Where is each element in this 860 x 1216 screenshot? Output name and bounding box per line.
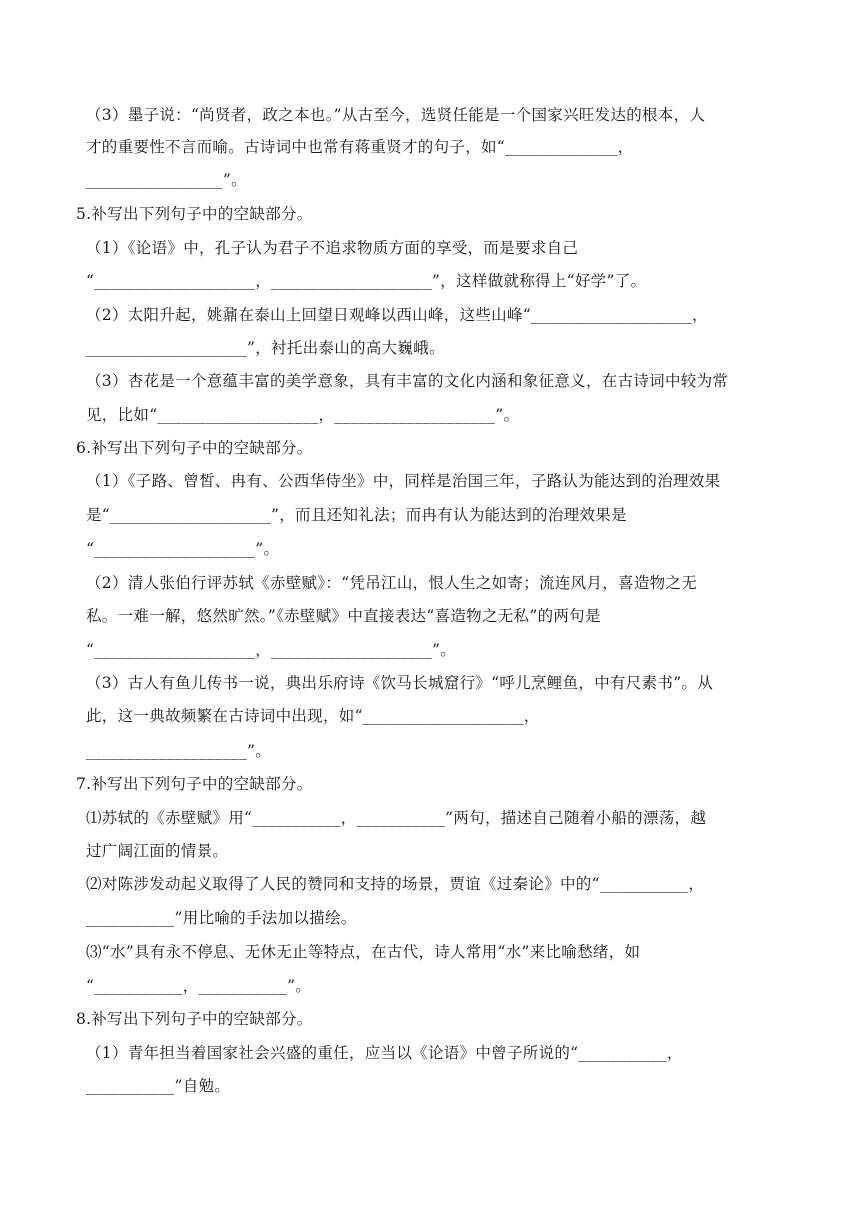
text-line: “____________________，____________________”。 — [86, 641, 457, 659]
text-line: （2）太阳升起，姚鼐在泰山上回望日观峰以西山峰，这些山峰“____________________， — [86, 306, 708, 324]
text-line: （1）青年担当着国家社会兴盛的重任，应当以《论语》中曾子所说的“___________， — [86, 1044, 683, 1062]
text-line: ⑶“水”具有永不停息、无休无止等特点，在古代，诗人常用“水”来比喻愁绪，如 — [86, 943, 641, 961]
text-line: ____________________”，衬托出泰山的高大巍峨。 — [86, 339, 445, 357]
text-line: 此，这一典故频繁在古诗词中出现，如“____________________， — [86, 707, 540, 725]
text-line: ___________”自勉。 — [86, 1077, 231, 1095]
text-line: （3）墨子说：“尚贤者，政之本也。”从古至今，选贤任能是一个国家兴旺发达的根本，人 — [86, 106, 706, 124]
text-line: ⑴苏轼的《赤壁赋》用“___________，___________”两句，描述自己随着小船的漂荡，越 — [86, 809, 707, 827]
text-line: 过广阔江面的情景。 — [86, 842, 229, 860]
question-heading: 5.补写出下列句子中的空缺部分。 — [76, 205, 313, 223]
text-line: 才的重要性不言而喻。古诗词中也常有蒋重贤才的句子，如“______________， — [86, 138, 634, 156]
text-line: 见，比如“____________________，____________________”。 — [86, 406, 520, 424]
text-line: “___________，___________”。 — [86, 977, 312, 995]
text-line: _________________”。 — [86, 171, 247, 189]
text-line: ___________”用比喻的手法加以描绘。 — [86, 909, 357, 927]
text-line: “____________________，____________________”，这样做就称得上“好学”了。 — [86, 272, 647, 290]
question-heading: 6.补写出下列句子中的空缺部分。 — [76, 439, 313, 457]
text-line: （2）清人张伯行评苏轼《赤壁赋》：“凭吊江山，恨人生之如寄；流连风月，喜造物之无 — [86, 574, 698, 592]
text-line: （3）杏花是一个意蕴丰富的美学意象，具有丰富的文化内涵和象征意义，在古诗词中较为常 — [86, 372, 729, 390]
text-line: 私。一难一解，悠然旷然。”《赤壁赋》中直接表达“喜造物之无私”的两句是 — [86, 607, 601, 625]
text-line: （3）古人有鱼儿传书一说，典出乐府诗《饮马长城窟行》“呼儿烹鲤鱼，中有尺素书”。从 — [86, 674, 714, 692]
text-line: ____________________”。 — [86, 742, 272, 760]
text-line: 是“____________________”，而且还知礼法；而冉有认为能达到的治理效果是 — [86, 506, 627, 524]
text-line: （1）《论语》中，孔子认为君子不追求物质方面的享受，而是要求自己 — [86, 239, 579, 257]
text-line: （1）《子路、曾皙、冉有、公西华侍坐》中，同样是治国三年，子路认为能达到的治理效果 — [86, 472, 721, 490]
question-heading: 8.补写出下列句子中的空缺部分。 — [76, 1010, 313, 1028]
text-line: ⑵对陈涉发动起义取得了人民的赞同和支持的场景，贾谊《过秦论》中的“___________， — [86, 875, 705, 893]
question-heading: 7.补写出下列句子中的空缺部分。 — [76, 775, 313, 793]
text-line: “____________________”。 — [86, 540, 280, 558]
